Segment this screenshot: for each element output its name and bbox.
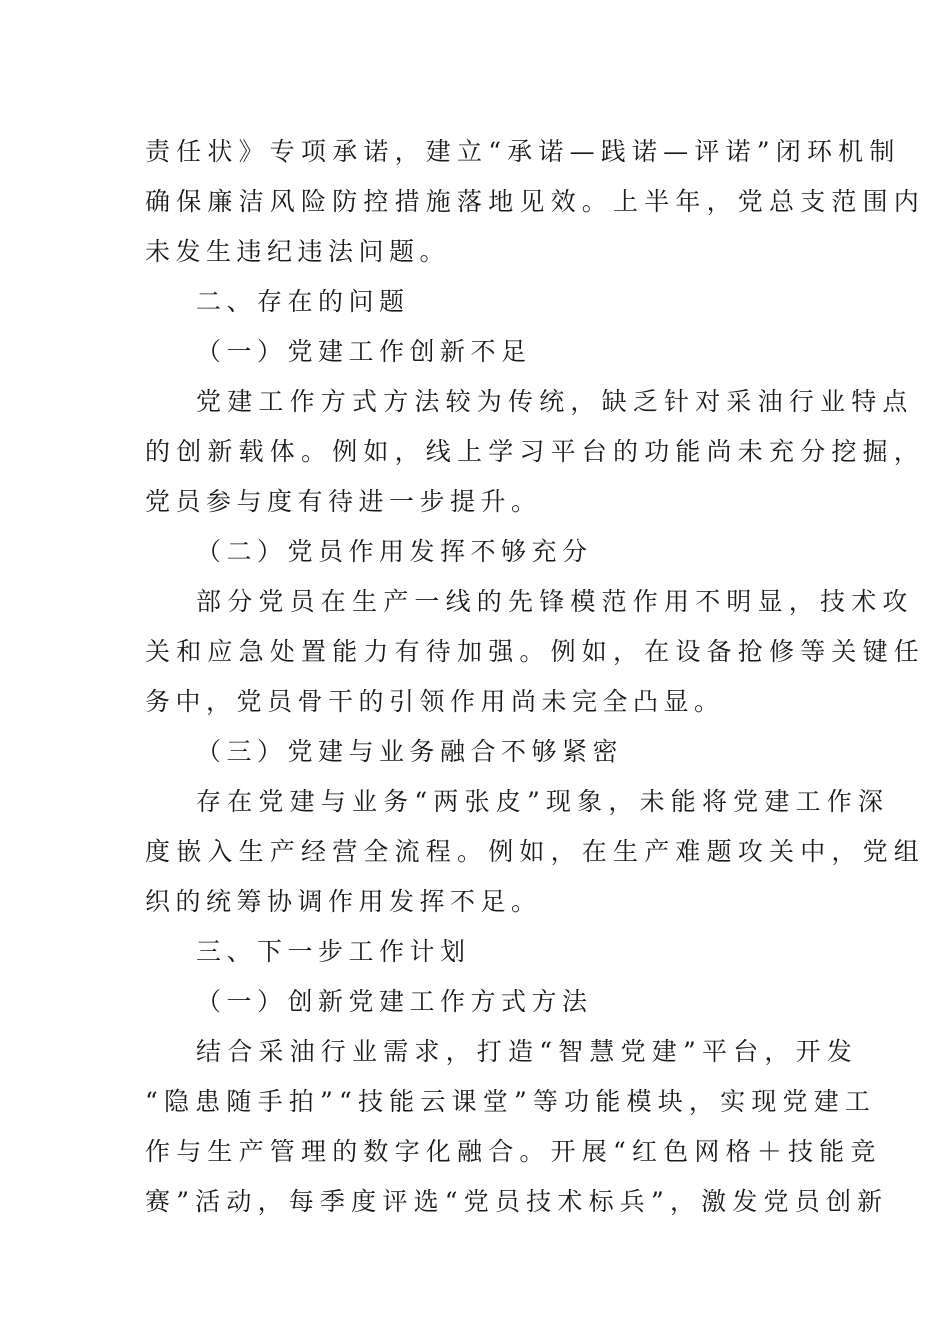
paragraph-line: 结合采油行业需求，打造“智慧党建”平台，开发 [196,1037,858,1066]
paragraph-line: 的创新载体。例如，线上学习平台的功能尚未充分挖掘， [145,437,926,466]
paragraph-line: 存在党建与业务“两张皮”现象，未能将党建工作深 [196,787,890,816]
paragraph-line: “隐患随手拍”“技能云课堂”等功能模块，实现党建工 [145,1087,877,1116]
paragraph-line: 确保廉洁风险防控措施落地见效。上半年，党总支范围内 [145,187,926,216]
paragraph-line: 责任状》专项承诺，建立“承诺—践诺—评诺”闭环机制 [145,137,901,166]
subsection-heading: （一）创新党建工作方式方法 [196,987,593,1016]
section-heading: 二、存在的问题 [196,287,410,316]
paragraph-line: 未发生违纪违法问题。 [145,237,451,266]
paragraph-line: 作与生产管理的数字化融合。开展“红色网格＋技能竞 [145,1137,882,1166]
paragraph-line: 党建工作方式方法较为传统，缺乏针对采油行业特点 [196,387,914,416]
section-heading: 三、下一步工作计划 [196,937,471,966]
paragraph-line: 部分党员在生产一线的先锋模范作用不明显，技术攻 [196,587,914,616]
paragraph-line: 党员参与度有待进一步提升。 [145,487,542,516]
paragraph-line: 务中，党员骨干的引领作用尚未完全凸显。 [145,687,725,716]
subsection-heading: （二）党员作用发挥不够充分 [196,537,593,566]
paragraph-line: 关和应急处置能力有待加强。例如，在设备抢修等关键任 [145,637,926,666]
paragraph-line: 织的统筹协调作用发挥不足。 [145,887,542,916]
paragraph-line: 度嵌入生产经营全流程。例如，在生产难题攻关中，党组 [145,837,926,866]
subsection-heading: （一）党建工作创新不足 [196,337,532,366]
subsection-heading: （三）党建与业务融合不够紧密 [196,737,624,766]
paragraph-line: 赛”活动，每季度评选“党员技术标兵”，激发党员创新 [145,1187,889,1216]
